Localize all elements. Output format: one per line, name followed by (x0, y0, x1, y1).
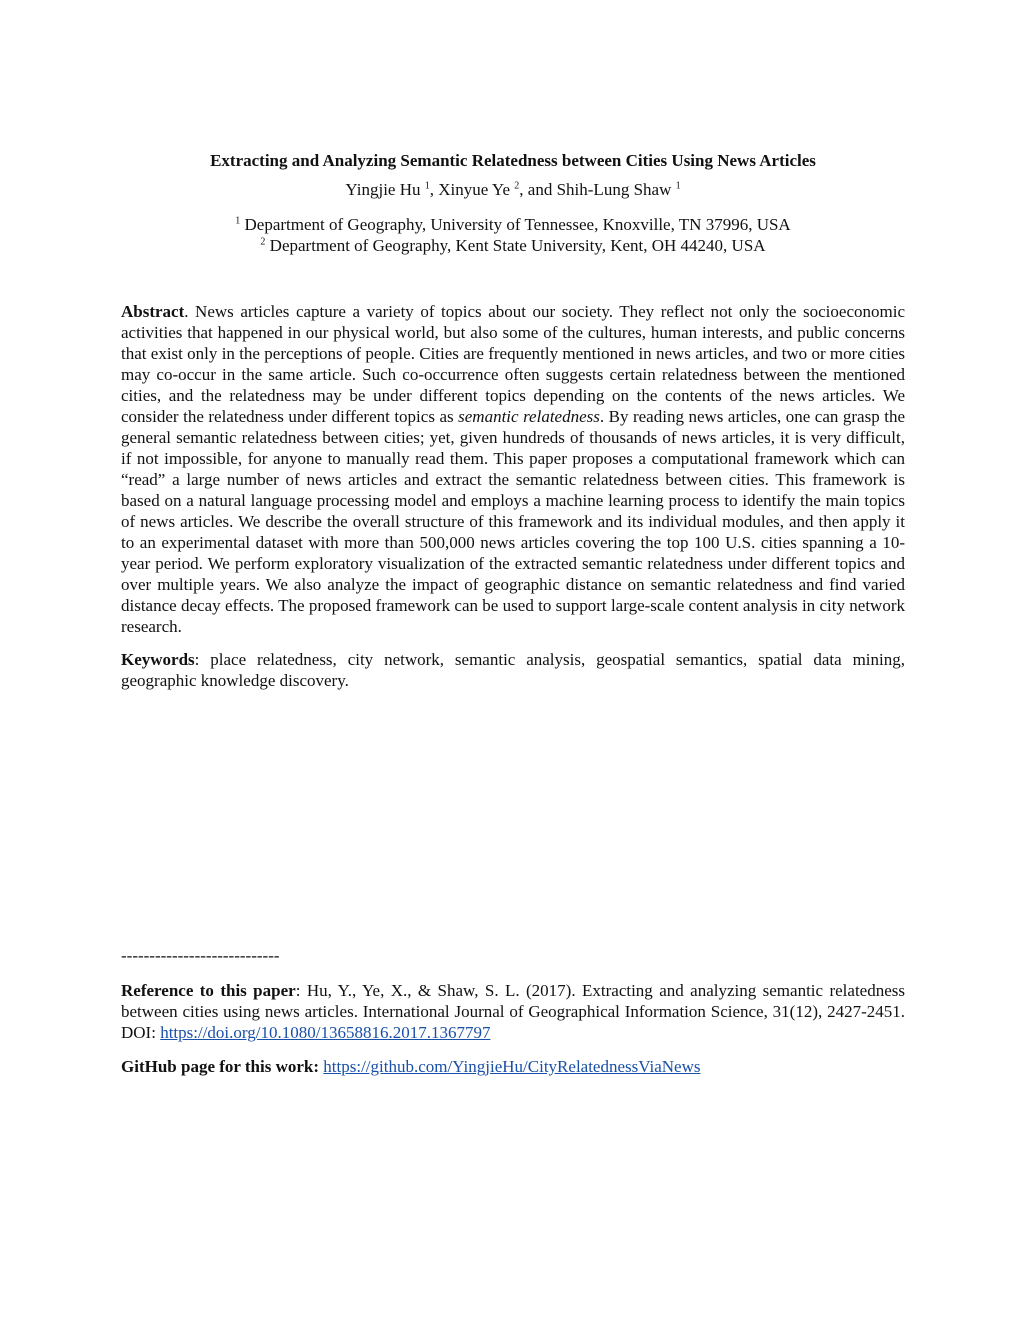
author-separator: , and (519, 180, 557, 199)
affiliation-line (121, 214, 905, 235)
doi-link[interactable]: https://doi.org/10.1080/13658816.2017.1367797 (160, 1023, 491, 1042)
abstract-paragraph (121, 301, 905, 637)
author-list (121, 179, 905, 201)
affiliation-line (121, 235, 905, 256)
github-link[interactable]: https://github.com/YingjieHu/CityRelatednessViaNews (323, 1057, 701, 1076)
affiliation-text: Department of Geography, University of Tennessee, Knoxville, TN 37996, USA (244, 215, 791, 234)
keywords-label: Keywords (121, 650, 195, 669)
github-paragraph (121, 1056, 905, 1077)
author-name: Shih-Lung Shaw (556, 180, 672, 199)
author-separator: , (429, 180, 439, 199)
keywords-text: : place relatedness, city network, semantic analysis, geospatial semantics, spatial data mining, geographic knowledge discovery. (121, 650, 905, 690)
author-affiliation-mark: 1 (424, 180, 430, 192)
affiliation-text: Department of Geography, Kent State University, Kent, OH 44240, USA (269, 236, 766, 255)
reference-label: Reference to this paper (121, 981, 296, 1000)
author-name: Xinyue Ye (438, 180, 511, 199)
author-affiliation-mark: 1 (675, 180, 681, 192)
github-label: GitHub page for this work: (121, 1057, 320, 1076)
paper-title: Extracting and Analyzing Semantic Relatedness between Cities Using News Articles (210, 151, 816, 170)
abstract-text-part2: . By reading news articles, one can grasp the general semantic relatedness between cities; yet, given hundreds of thousands of news articles, it is very difficult, if not impossible, for anyone to manually read them. This paper proposes a computational framework which can “read” a large number of news articles and extract the semantic relatedness between cities. This framework is based on a natural language processing model and employs a machine learning process to identify the main topics of news articles. We describe the overall structure of this framework and its individual modules, and then apply it to an experimental dataset with more than 500,000 news articles covering the top 100 U.S. cities spanning a 10-year period. We perform exploratory visualization of the extracted semantic relatedness under different topics and over multiple years. We also analyze the impact of geographic distance on semantic relatedness and find varied distance decay effects. The proposed framework can be used to support large-scale content analysis in city network research. (121, 407, 905, 636)
keywords-paragraph (121, 649, 905, 691)
reference-text: : Hu, Y., Ye, X., & Shaw, S. L. (2017). Extracting and analyzing semantic relatedness between cities using news articles. International Journal of Geographical Information Science, 31(12), 2427-2451. DOI: (121, 981, 905, 1042)
reference-paragraph (121, 980, 905, 1043)
affiliation-mark: 2 (260, 236, 266, 248)
affiliation-mark: 1 (235, 215, 241, 227)
abstract-italic-term: semantic relatedness (458, 407, 600, 426)
abstract-label: Abstract (121, 302, 185, 321)
author-name: Yingjie Hu (345, 180, 421, 199)
footnote-separator: ---------------------------- (121, 946, 280, 965)
author-affiliation-mark: 2 (514, 180, 520, 192)
paper-front-matter (121, 150, 905, 691)
abstract-text-part1: . News articles capture a variety of topics about our society. They reflect not only the socioeconomic activities that happened in our physical world, but also some of the cultures, human interests, and public concerns that exist only in the perceptions of people. Cities are frequently mentioned in news articles, and two or more cities may co-occur in the same article. Such co-occurrence often suggests certain relatedness between the mentioned cities, and the relatedness may be under different topics depending on the contents of the news articles. We consider the relatedness under different topics as (121, 302, 905, 426)
